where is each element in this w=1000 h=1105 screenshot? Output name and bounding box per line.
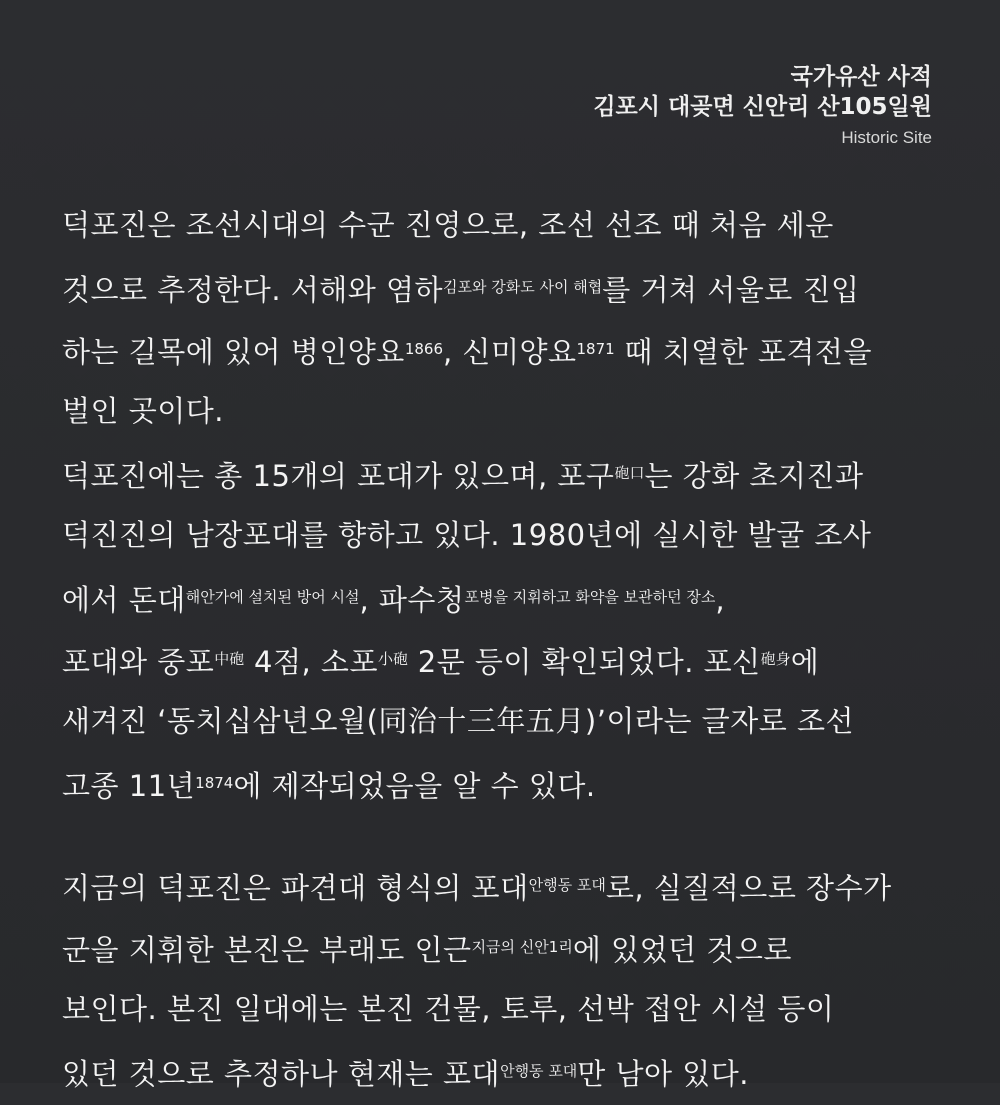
text-line xyxy=(62,1040,942,1102)
text-segment: 덕포진에는 총 15개의 포대가 있으며, 포구 xyxy=(62,459,615,493)
annotation-text: 中砲 xyxy=(214,650,245,668)
text-segment: 에서 돈대 xyxy=(62,583,186,617)
site-address: 김포시 대곶면 신안리 산105일원 xyxy=(593,94,932,120)
annotation-text: 지금의 신안1리 xyxy=(471,938,573,956)
text-segment: 에 제작되었음을 알 수 있다. xyxy=(233,769,596,803)
text-segment: 덕진진의 남장포대를 향하고 있다. 1980년에 실시한 발굴 조사 xyxy=(62,518,872,552)
text-segment: 있던 것으로 추정하나 현재는 포대 xyxy=(62,1057,501,1091)
annotation-text: 안행동 포대 xyxy=(528,876,606,894)
text-line xyxy=(62,752,942,814)
text-segment: 때 치열한 포격전을 xyxy=(614,335,872,369)
text-segment: 2문 등이 확인되었다. 포신 xyxy=(407,645,761,679)
text-line xyxy=(62,442,942,504)
annotation-text: 해안가에 설치된 방어 시설 xyxy=(185,588,360,606)
text-segment: , 파수청 xyxy=(359,583,465,617)
english-designation: Historic Site xyxy=(841,128,932,147)
annotation-text: 김포와 강화도 사이 해협 xyxy=(443,278,603,296)
annotation-text: 砲身 xyxy=(760,650,791,668)
text-line xyxy=(62,854,942,916)
text-line xyxy=(62,380,942,442)
annotation-text: 안행동 포대 xyxy=(500,1062,578,1080)
text-line xyxy=(62,978,942,1040)
heritage-category: 국가유산 사적 xyxy=(790,64,932,90)
text-segment: 로, 실질적으로 장수가 xyxy=(605,871,892,905)
annotation-text: 砲口 xyxy=(614,464,645,482)
text-line xyxy=(62,628,942,690)
text-segment: 군을 지휘한 본진은 부래도 인근 xyxy=(62,933,472,967)
annotation-text: 1871 xyxy=(576,340,615,358)
text-line xyxy=(62,194,942,256)
text-segment: 에 있었던 것으로 xyxy=(572,933,792,967)
text-segment: 는 강화 초지진과 xyxy=(644,459,864,493)
text-segment: 고종 11년 xyxy=(62,769,196,803)
text-line xyxy=(62,916,942,978)
text-segment: 새겨진 ‘동치십삼년오월(同治十三年五月)’이라는 글자로 조선 xyxy=(62,704,854,738)
text-segment: , xyxy=(715,583,726,617)
annotation-text: 포병을 지휘하고 화약을 보관하던 장소 xyxy=(464,588,716,606)
sign-description xyxy=(62,194,942,1102)
text-line xyxy=(62,566,942,628)
text-segment: 에 xyxy=(790,645,820,679)
text-segment: 벌인 곳이다. xyxy=(62,394,225,428)
annotation-text: 1866 xyxy=(404,340,443,358)
text-line xyxy=(62,318,942,380)
text-segment: 것으로 추정한다. 서해와 염하 xyxy=(62,273,444,307)
sign-header xyxy=(593,62,932,154)
text-segment: 보인다. 본진 일대에는 본진 건물, 토루, 선박 접안 시설 등이 xyxy=(62,992,835,1026)
text-segment: 덕포진은 조선시대의 수군 진영으로, 조선 선조 때 처음 세운 xyxy=(62,208,834,242)
annotation-text: 1874 xyxy=(195,774,234,792)
text-segment: 4점, 소포 xyxy=(244,645,378,679)
text-segment: , 신미양요 xyxy=(443,335,577,369)
text-line xyxy=(62,256,942,318)
text-segment: 하는 길목에 있어 병인양요 xyxy=(62,335,405,369)
text-segment: 포대와 중포 xyxy=(62,645,215,679)
text-line xyxy=(62,690,942,752)
text-line xyxy=(62,504,942,566)
annotation-text: 小砲 xyxy=(377,650,408,668)
text-segment: 지금의 덕포진은 파견대 형식의 포대 xyxy=(62,871,529,905)
text-segment: 만 남아 있다. xyxy=(577,1057,750,1091)
text-segment: 를 거쳐 서울로 진입 xyxy=(602,273,860,307)
